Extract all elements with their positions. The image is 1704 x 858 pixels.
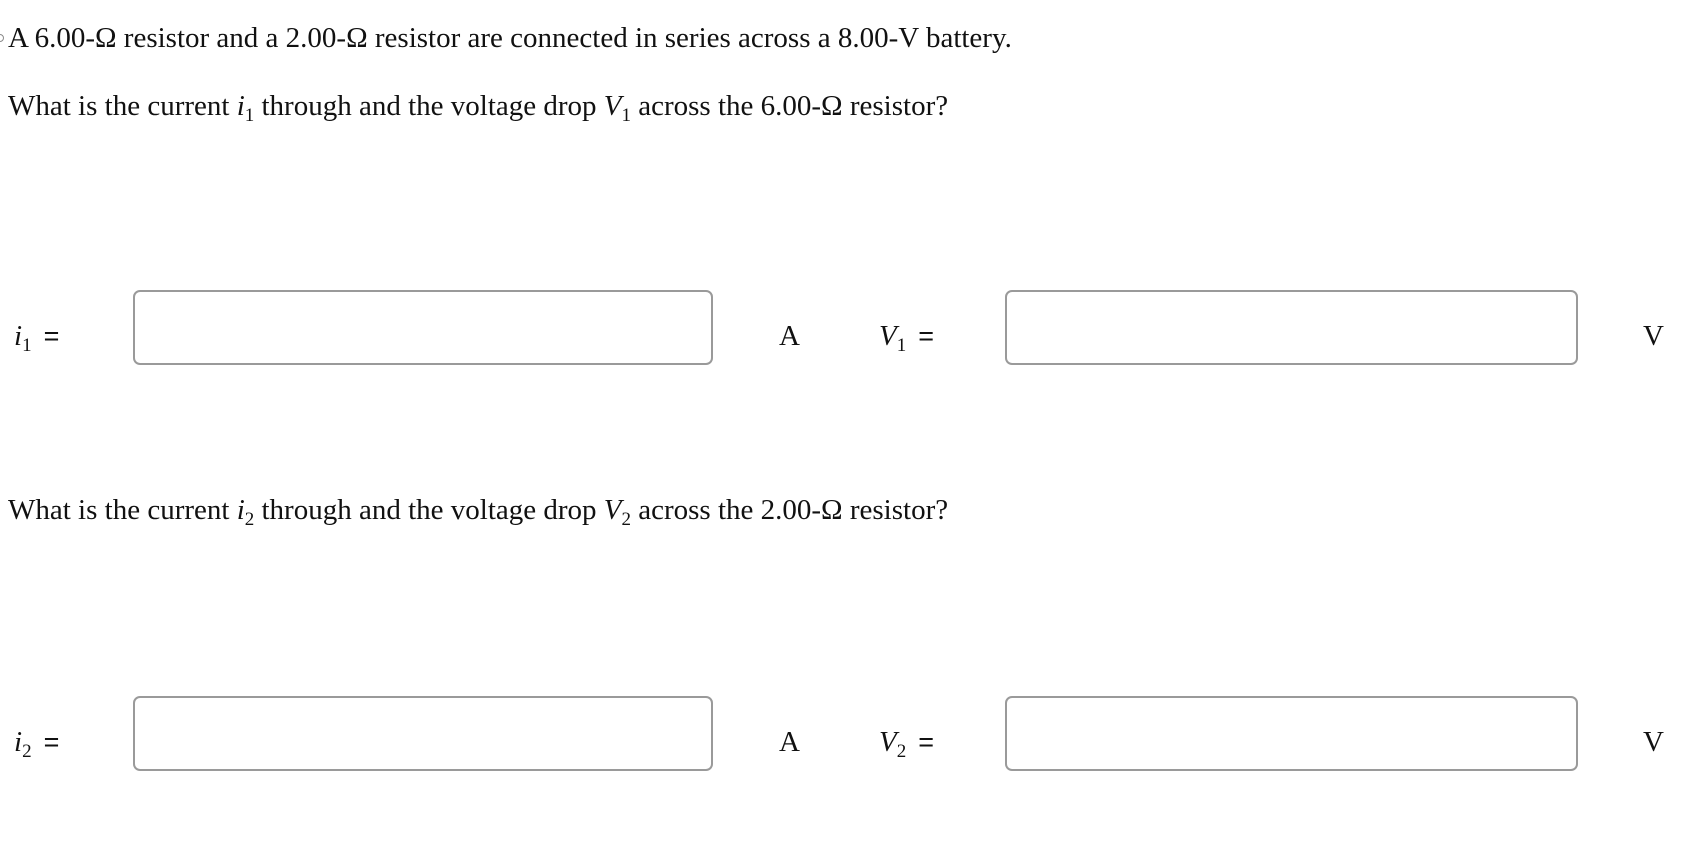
voltage-2-symbol: V: [879, 726, 897, 758]
question-2-text-end: across the 2.00-Ω resistor?: [631, 494, 949, 526]
question-2-voltage-subscript: 2: [621, 509, 631, 530]
question-1-current-subscript: 1: [244, 105, 255, 126]
bullet-marker: [0, 34, 4, 42]
current-1-equals: =: [43, 321, 60, 351]
current-2-input[interactable]: [133, 696, 713, 771]
voltage-2-equals: =: [918, 727, 934, 757]
voltage-1-label: [879, 320, 934, 356]
voltage-1-equals: =: [918, 321, 934, 351]
voltage-2-label: [879, 726, 934, 762]
question-2-voltage-var: [603, 494, 631, 530]
question-2-voltage-symbol: V: [603, 494, 622, 526]
question-2-current-symbol: i: [236, 494, 245, 526]
current-2-unit: A: [779, 726, 800, 758]
voltage-2-input[interactable]: [1005, 696, 1578, 771]
question-1-current-symbol: i: [236, 90, 245, 122]
question-2-text-middle: through and the voltage drop: [254, 494, 604, 526]
voltage-2-subscript: 2: [896, 741, 907, 762]
question-1-voltage-subscript: 1: [621, 105, 631, 126]
question-2: [8, 494, 949, 530]
question-1-text-end: across the 6.00-Ω resistor?: [631, 90, 949, 122]
question-1-text-middle: through and the voltage drop: [254, 90, 604, 122]
question-1-text-start: What is the current: [8, 90, 237, 122]
question-1-voltage-var: [603, 90, 631, 126]
question-1-current-var: [236, 90, 255, 126]
current-1-subscript: 1: [22, 335, 32, 356]
voltage-1-symbol: V: [879, 320, 897, 352]
current-2-symbol: i: [14, 726, 23, 758]
question-2-text-start: What is the current: [8, 494, 237, 526]
voltage-1-input[interactable]: [1005, 290, 1578, 365]
question-1-voltage-symbol: V: [603, 90, 622, 122]
question-2-current-var: [236, 494, 255, 530]
voltage-1-subscript: 1: [896, 335, 907, 356]
question-1: [8, 90, 949, 126]
problem-statement: A 6.00-Ω resistor and a 2.00-Ω resistor are connected in series across a 8.00-V battery.: [8, 22, 1012, 54]
question-2-current-subscript: 2: [244, 509, 255, 530]
current-1-label: [14, 320, 60, 356]
current-1-symbol: i: [14, 320, 23, 352]
voltage-1-unit: V: [1643, 320, 1664, 352]
current-2-label: [14, 726, 60, 762]
current-2-subscript: 2: [22, 741, 32, 762]
voltage-2-unit: V: [1643, 726, 1664, 758]
current-1-input[interactable]: [133, 290, 713, 365]
current-2-equals: =: [43, 727, 60, 757]
current-1-unit: A: [779, 320, 800, 352]
